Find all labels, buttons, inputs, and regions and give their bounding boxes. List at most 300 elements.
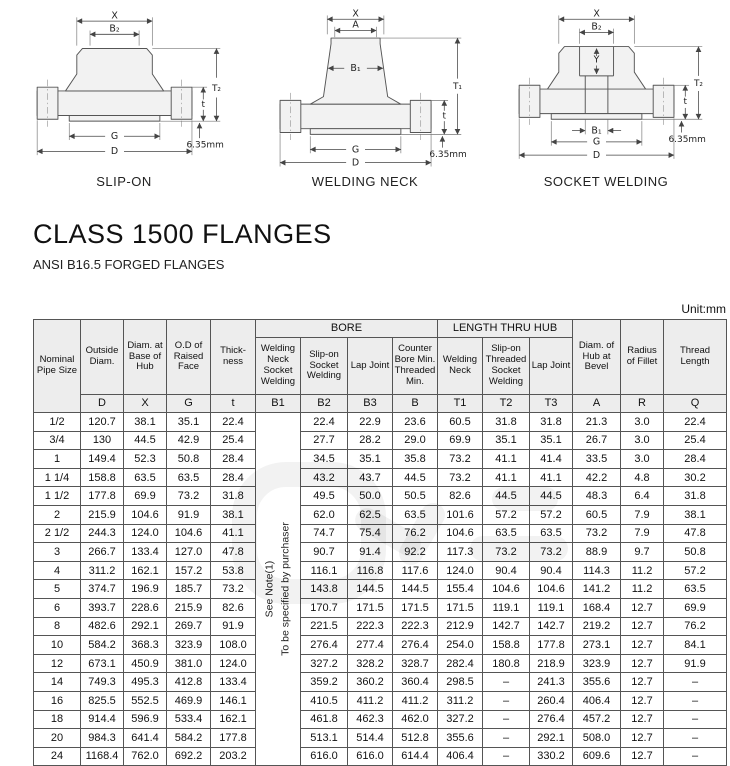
value-cell: 11.2 xyxy=(621,580,664,599)
value-cell: 673.1 xyxy=(81,654,124,673)
value-cell: 158.8 xyxy=(81,468,124,487)
table-row xyxy=(34,524,727,543)
table-letter-row xyxy=(34,395,727,413)
value-cell: 31.8 xyxy=(664,487,727,506)
value-cell: 53.8 xyxy=(211,561,256,580)
value-cell: 4.8 xyxy=(621,468,664,487)
value-cell: 292.1 xyxy=(124,617,167,636)
table-row xyxy=(34,450,727,469)
value-cell: 323.9 xyxy=(167,636,211,655)
value-cell: 552.5 xyxy=(124,691,167,710)
pipe-size-cell: 1 1/2 xyxy=(34,487,81,506)
value-cell: 457.2 xyxy=(573,710,621,729)
value-cell: 119.1 xyxy=(530,598,573,617)
value-cell: 57.2 xyxy=(483,505,530,524)
value-cell: 185.7 xyxy=(167,580,211,599)
value-cell: 359.2 xyxy=(301,673,348,692)
flange-dimensions-table xyxy=(33,319,727,766)
value-cell: 90.4 xyxy=(530,561,573,580)
col-header-nominal-pipe-size: Nominal Pipe Size xyxy=(34,320,81,413)
letter-t3: T3 xyxy=(530,395,573,413)
value-cell: 57.2 xyxy=(530,505,573,524)
value-cell: 141.2 xyxy=(573,580,621,599)
value-cell: 25.4 xyxy=(664,431,727,450)
value-cell: 146.1 xyxy=(211,691,256,710)
value-cell: 38.1 xyxy=(211,505,256,524)
value-cell: 260.4 xyxy=(530,691,573,710)
value-cell: 469.9 xyxy=(167,691,211,710)
value-cell: 266.7 xyxy=(81,543,124,562)
value-cell: 596.9 xyxy=(124,710,167,729)
value-cell: 52.3 xyxy=(124,450,167,469)
dim-label-x: X xyxy=(111,10,118,22)
value-cell: 170.7 xyxy=(301,598,348,617)
group-header-length-thru-hub: LENGTH THRU HUB xyxy=(438,320,573,338)
letter-g: G xyxy=(167,395,211,413)
value-cell: 171.5 xyxy=(438,598,483,617)
letter-x: X xyxy=(124,395,167,413)
value-cell: 50.8 xyxy=(664,543,727,562)
pipe-size-cell: 20 xyxy=(34,729,81,748)
value-cell: 180.8 xyxy=(483,654,530,673)
value-cell: 124.0 xyxy=(124,524,167,543)
value-cell: – xyxy=(664,691,727,710)
pipe-size-cell: 16 xyxy=(34,691,81,710)
value-cell: 82.6 xyxy=(211,598,256,617)
value-cell: 62.0 xyxy=(301,505,348,524)
value-cell: 495.3 xyxy=(124,673,167,692)
value-cell: 276.4 xyxy=(530,710,573,729)
value-cell: 75.4 xyxy=(348,524,393,543)
dim-label-t: t xyxy=(201,99,206,110)
pipe-size-cell: 1/2 xyxy=(34,413,81,432)
value-cell: 144.5 xyxy=(348,580,393,599)
value-cell: – xyxy=(664,729,727,748)
value-cell: 3.0 xyxy=(621,413,664,432)
value-cell: 91.9 xyxy=(664,654,727,673)
value-cell: 914.4 xyxy=(81,710,124,729)
value-cell: 117.3 xyxy=(438,543,483,562)
value-cell: 25.4 xyxy=(211,431,256,450)
value-cell: 74.7 xyxy=(301,524,348,543)
value-cell: 1168.4 xyxy=(81,747,124,766)
value-cell: 42.2 xyxy=(573,468,621,487)
table-row xyxy=(34,543,727,562)
value-cell: 104.6 xyxy=(438,524,483,543)
value-cell: 614.4 xyxy=(393,747,438,766)
value-cell: 221.5 xyxy=(301,617,348,636)
value-cell: 76.2 xyxy=(664,617,727,636)
value-cell: – xyxy=(483,747,530,766)
value-cell: 6.4 xyxy=(621,487,664,506)
value-cell: 12.7 xyxy=(621,729,664,748)
dim-label-g: G xyxy=(592,136,601,148)
value-cell: 108.0 xyxy=(211,636,256,655)
value-cell: 31.8 xyxy=(211,487,256,506)
col-header-raised-face-od: O.D of Raised Face xyxy=(167,320,211,395)
unit-label: Unit:mm xyxy=(681,302,726,316)
value-cell: 42.9 xyxy=(167,431,211,450)
group-header-bore: BORE xyxy=(256,320,438,338)
letter-t: t xyxy=(211,395,256,413)
value-cell: 73.2 xyxy=(530,543,573,562)
value-cell: 149.4 xyxy=(81,450,124,469)
value-cell: 222.3 xyxy=(348,617,393,636)
value-cell: 360.2 xyxy=(348,673,393,692)
value-cell: 328.2 xyxy=(348,654,393,673)
value-cell: 273.1 xyxy=(573,636,621,655)
col-header-b2: Slip-on Socket Welding xyxy=(301,338,348,395)
flange-diagrams xyxy=(0,0,730,189)
welding-neck-drawing xyxy=(245,6,485,174)
value-cell: 616.0 xyxy=(301,747,348,766)
value-cell: 63.5 xyxy=(664,580,727,599)
value-cell: 327.2 xyxy=(438,710,483,729)
b1-note-line2: To be specified by purchaser xyxy=(279,522,291,656)
value-cell: 482.6 xyxy=(81,617,124,636)
value-cell: 26.7 xyxy=(573,431,621,450)
value-cell: 48.3 xyxy=(573,487,621,506)
value-cell: 41.1 xyxy=(483,450,530,469)
dim-label-x: X xyxy=(352,8,359,20)
value-cell: 104.6 xyxy=(124,505,167,524)
value-cell: 73.2 xyxy=(438,450,483,469)
value-cell: 513.1 xyxy=(301,729,348,748)
dim-label-b2: B₂ xyxy=(109,23,120,35)
value-cell: 143.8 xyxy=(301,580,348,599)
table-row xyxy=(34,468,727,487)
value-cell: 360.4 xyxy=(393,673,438,692)
table-row xyxy=(34,598,727,617)
dim-label-b2: B₂ xyxy=(591,21,602,33)
letter-b3: B3 xyxy=(348,395,393,413)
table-row xyxy=(34,673,727,692)
pipe-size-cell: 3 xyxy=(34,543,81,562)
value-cell: 116.8 xyxy=(348,561,393,580)
col-header-t1: Welding Neck xyxy=(438,338,483,395)
pipe-size-cell: 1 1/4 xyxy=(34,468,81,487)
value-cell: 355.6 xyxy=(438,729,483,748)
table-group-header-row xyxy=(34,320,727,338)
value-cell: 60.5 xyxy=(573,505,621,524)
value-cell: 228.6 xyxy=(124,598,167,617)
value-cell: 171.5 xyxy=(348,598,393,617)
pipe-size-cell: 6 xyxy=(34,598,81,617)
value-cell: 35.1 xyxy=(348,450,393,469)
value-cell: 41.1 xyxy=(483,468,530,487)
dim-label-635: 6.35mm xyxy=(668,134,706,145)
col-header-b3: Lap Joint xyxy=(348,338,393,395)
value-cell: 158.8 xyxy=(483,636,530,655)
value-cell: 508.0 xyxy=(573,729,621,748)
dim-label-635: 6.35mm xyxy=(186,140,224,151)
value-cell: 276.4 xyxy=(393,636,438,655)
table-row xyxy=(34,413,727,432)
value-cell: 63.5 xyxy=(124,468,167,487)
value-cell: 162.1 xyxy=(124,561,167,580)
title-block xyxy=(33,219,730,272)
value-cell: 28.4 xyxy=(211,468,256,487)
value-cell: 104.6 xyxy=(530,580,573,599)
value-cell: 144.5 xyxy=(393,580,438,599)
value-cell: 60.5 xyxy=(438,413,483,432)
value-cell: 116.1 xyxy=(301,561,348,580)
pipe-size-cell: 2 1/2 xyxy=(34,524,81,543)
value-cell: 90.4 xyxy=(483,561,530,580)
value-cell: 215.9 xyxy=(167,598,211,617)
page-subtitle: ANSI B16.5 FORGED FLANGES xyxy=(33,257,225,272)
value-cell: 35.1 xyxy=(530,431,573,450)
value-cell: 241.3 xyxy=(530,673,573,692)
value-cell: 104.6 xyxy=(483,580,530,599)
value-cell: – xyxy=(664,673,727,692)
value-cell: 73.2 xyxy=(573,524,621,543)
value-cell: 12.7 xyxy=(621,654,664,673)
value-cell: 124.0 xyxy=(438,561,483,580)
value-cell: 381.0 xyxy=(167,654,211,673)
socket-welding-diagram xyxy=(486,6,726,189)
value-cell: 133.4 xyxy=(124,543,167,562)
letter-t2: T2 xyxy=(483,395,530,413)
value-cell: 7.9 xyxy=(621,524,664,543)
value-cell: 30.2 xyxy=(664,468,727,487)
table-row xyxy=(34,505,727,524)
col-header-thickness: Thick-ness xyxy=(211,320,256,395)
value-cell: 450.9 xyxy=(124,654,167,673)
value-cell: 162.1 xyxy=(211,710,256,729)
value-cell: 82.6 xyxy=(438,487,483,506)
value-cell: 28.4 xyxy=(211,450,256,469)
dim-label-b1: B₁ xyxy=(591,125,602,137)
value-cell: 84.1 xyxy=(664,636,727,655)
col-header-hub-bevel-diam: Diam. of Hub at Bevel xyxy=(573,320,621,395)
value-cell: 218.9 xyxy=(530,654,573,673)
value-cell: – xyxy=(664,747,727,766)
value-cell: 63.5 xyxy=(167,468,211,487)
value-cell: 142.7 xyxy=(530,617,573,636)
value-cell: 462.3 xyxy=(348,710,393,729)
value-cell: 50.8 xyxy=(167,450,211,469)
value-cell: 114.3 xyxy=(573,561,621,580)
slip-on-diagram xyxy=(4,6,244,189)
pipe-size-cell: 10 xyxy=(34,636,81,655)
value-cell: 31.8 xyxy=(530,413,573,432)
value-cell: 328.7 xyxy=(393,654,438,673)
b1-note-line1: See Note(1) xyxy=(263,560,276,618)
value-cell: 269.7 xyxy=(167,617,211,636)
value-cell: 215.9 xyxy=(81,505,124,524)
col-header-fillet-radius: Radius of Fillet xyxy=(621,320,664,395)
value-cell: 22.9 xyxy=(348,413,393,432)
table-row xyxy=(34,431,727,450)
value-cell: 69.9 xyxy=(664,598,727,617)
value-cell: 91.9 xyxy=(211,617,256,636)
value-cell: 49.5 xyxy=(301,487,348,506)
b1-note-rotated-text xyxy=(262,522,294,656)
value-cell: 212.9 xyxy=(438,617,483,636)
dim-label-x: X xyxy=(593,8,600,20)
letter-t1: T1 xyxy=(438,395,483,413)
value-cell: 28.2 xyxy=(348,431,393,450)
pipe-size-cell: 14 xyxy=(34,673,81,692)
value-cell: 73.2 xyxy=(483,543,530,562)
value-cell: 62.5 xyxy=(348,505,393,524)
dim-label-t: t xyxy=(683,97,688,108)
dim-label-635: 6.35mm xyxy=(429,150,467,161)
value-cell: 984.3 xyxy=(81,729,124,748)
value-cell: 244.3 xyxy=(81,524,124,543)
value-cell: 133.4 xyxy=(211,673,256,692)
dim-label-d: D xyxy=(351,157,360,169)
value-cell: 168.4 xyxy=(573,598,621,617)
table-row xyxy=(34,561,727,580)
pipe-size-cell: 8 xyxy=(34,617,81,636)
value-cell: 88.9 xyxy=(573,543,621,562)
value-cell: 22.4 xyxy=(664,413,727,432)
col-header-hub-base-diam: Diam. at Base of Hub xyxy=(124,320,167,395)
table-row xyxy=(34,691,727,710)
dim-label-y: Y xyxy=(593,54,600,66)
value-cell: 44.5 xyxy=(483,487,530,506)
dim-label-d: D xyxy=(110,146,119,158)
value-cell: 69.9 xyxy=(124,487,167,506)
value-cell: 7.9 xyxy=(621,505,664,524)
value-cell: 514.4 xyxy=(348,729,393,748)
letter-a: A xyxy=(573,395,621,413)
value-cell: 73.2 xyxy=(438,468,483,487)
value-cell: 641.4 xyxy=(124,729,167,748)
value-cell: 406.4 xyxy=(573,691,621,710)
value-cell: 76.2 xyxy=(393,524,438,543)
value-cell: 21.3 xyxy=(573,413,621,432)
dim-label-a: A xyxy=(352,19,359,31)
value-cell: 292.1 xyxy=(530,729,573,748)
pipe-size-cell: 4 xyxy=(34,561,81,580)
table-row xyxy=(34,487,727,506)
dim-label-g: G xyxy=(110,131,119,143)
value-cell: 411.2 xyxy=(348,691,393,710)
value-cell: 412.8 xyxy=(167,673,211,692)
value-cell: 35.1 xyxy=(167,413,211,432)
value-cell: 38.1 xyxy=(124,413,167,432)
value-cell: 120.7 xyxy=(81,413,124,432)
value-cell: 12.7 xyxy=(621,747,664,766)
value-cell: 22.4 xyxy=(211,413,256,432)
value-cell: 43.7 xyxy=(348,468,393,487)
value-cell: 63.5 xyxy=(393,505,438,524)
value-cell: 73.2 xyxy=(167,487,211,506)
page-title: CLASS 1500 FLANGES xyxy=(33,219,332,249)
value-cell: 276.4 xyxy=(301,636,348,655)
value-cell: 584.2 xyxy=(81,636,124,655)
value-cell: 35.8 xyxy=(393,450,438,469)
letter-b1: B1 xyxy=(256,395,301,413)
value-cell: 157.2 xyxy=(167,561,211,580)
value-cell: 63.5 xyxy=(530,524,573,543)
value-cell: – xyxy=(483,710,530,729)
value-cell: 374.7 xyxy=(81,580,124,599)
table-row xyxy=(34,710,727,729)
value-cell: 12.7 xyxy=(621,617,664,636)
value-cell: 73.2 xyxy=(211,580,256,599)
welding-neck-diagram xyxy=(245,6,485,189)
value-cell: 393.7 xyxy=(81,598,124,617)
value-cell: 825.5 xyxy=(81,691,124,710)
value-cell: 92.2 xyxy=(393,543,438,562)
value-cell: 584.2 xyxy=(167,729,211,748)
socket-welding-caption: SOCKET WELDING xyxy=(543,174,669,189)
value-cell: 692.2 xyxy=(167,747,211,766)
value-cell: 35.1 xyxy=(483,431,530,450)
value-cell: 311.2 xyxy=(81,561,124,580)
value-cell: – xyxy=(483,691,530,710)
table-row xyxy=(34,580,727,599)
value-cell: 50.5 xyxy=(393,487,438,506)
value-cell: 41.4 xyxy=(530,450,573,469)
value-cell: 119.1 xyxy=(483,598,530,617)
b1-note-cell xyxy=(256,413,301,766)
value-cell: 406.4 xyxy=(438,747,483,766)
value-cell: 33.5 xyxy=(573,450,621,469)
letter-b: B xyxy=(393,395,438,413)
value-cell: – xyxy=(483,729,530,748)
value-cell: 177.8 xyxy=(81,487,124,506)
value-cell: 762.0 xyxy=(124,747,167,766)
value-cell: 533.4 xyxy=(167,710,211,729)
value-cell: 411.2 xyxy=(393,691,438,710)
value-cell: 69.9 xyxy=(438,431,483,450)
value-cell: 171.5 xyxy=(393,598,438,617)
dim-label-t2: T₂ xyxy=(211,83,222,94)
value-cell: 43.2 xyxy=(301,468,348,487)
value-cell: 616.0 xyxy=(348,747,393,766)
value-cell: 12.7 xyxy=(621,673,664,692)
table-row xyxy=(34,729,727,748)
col-header-outside-diam: Outside Diam. xyxy=(81,320,124,395)
value-cell: 44.5 xyxy=(530,487,573,506)
letter-q: Q xyxy=(664,395,727,413)
value-cell: 177.8 xyxy=(211,729,256,748)
value-cell: 12.7 xyxy=(621,636,664,655)
value-cell: 90.7 xyxy=(301,543,348,562)
dim-label-t: t xyxy=(442,111,447,122)
value-cell: 47.8 xyxy=(664,524,727,543)
value-cell: 462.0 xyxy=(393,710,438,729)
table-body xyxy=(34,413,727,766)
pipe-size-cell: 2 xyxy=(34,505,81,524)
value-cell: 12.7 xyxy=(621,598,664,617)
table-row xyxy=(34,636,727,655)
value-cell: 323.9 xyxy=(573,654,621,673)
welding-neck-caption: WELDING NECK xyxy=(311,174,419,189)
value-cell: 130 xyxy=(81,431,124,450)
value-cell: 609.6 xyxy=(573,747,621,766)
letter-r: R xyxy=(621,395,664,413)
value-cell: 44.5 xyxy=(393,468,438,487)
value-cell: 23.6 xyxy=(393,413,438,432)
value-cell: – xyxy=(483,673,530,692)
value-cell: 749.3 xyxy=(81,673,124,692)
value-cell: 127.0 xyxy=(167,543,211,562)
value-cell: 31.8 xyxy=(483,413,530,432)
value-cell: 142.7 xyxy=(483,617,530,636)
value-cell: 277.4 xyxy=(348,636,393,655)
value-cell: 461.8 xyxy=(301,710,348,729)
table-row xyxy=(34,617,727,636)
value-cell: 12.7 xyxy=(621,691,664,710)
value-cell: 330.2 xyxy=(530,747,573,766)
slip-on-caption: SLIP-ON xyxy=(96,174,152,189)
